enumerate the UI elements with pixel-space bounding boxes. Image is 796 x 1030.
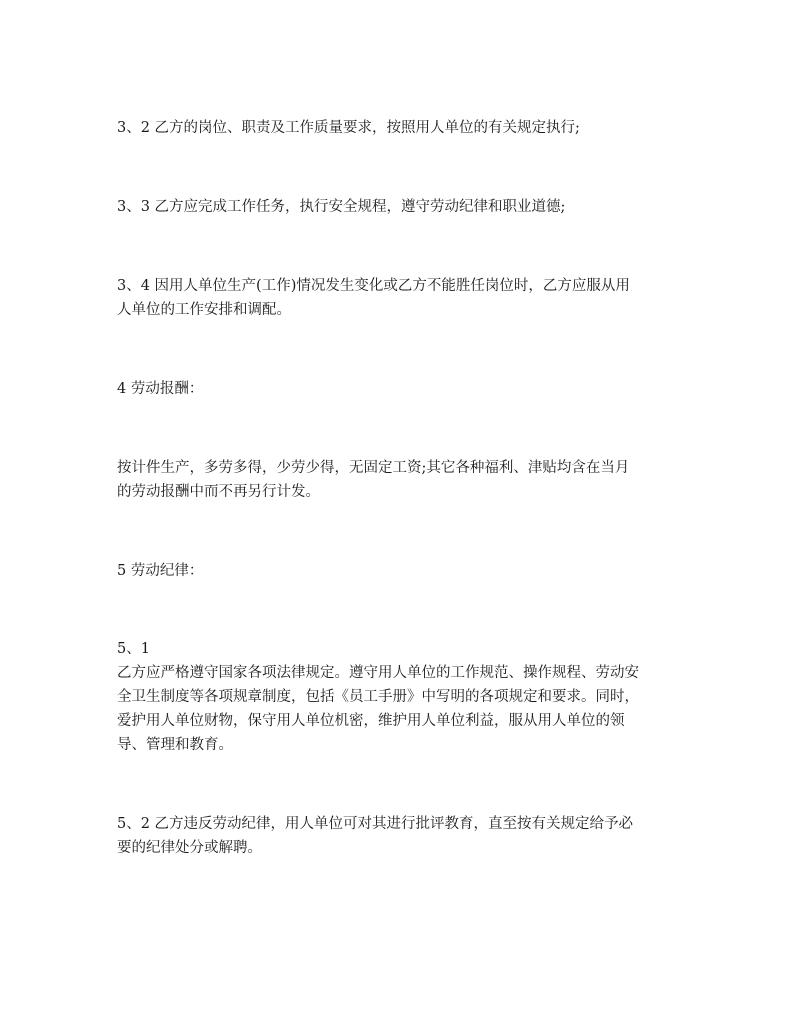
text-line: 按计件生产，多劳多得，少劳少得，无固定工资;其它各种福利、津贴均含在当月 (117, 460, 630, 476)
text-line: 3、3 乙方应完成工作任务，执行安全规程，遵守劳动纪律和职业道德; (117, 199, 566, 215)
text-line: 3、4 因用人单位生产(工作)情况发生变化或乙方不能胜任岗位时，乙方应服从用 (117, 278, 630, 294)
text-line: 导、管理和教育。 (117, 737, 233, 753)
clause-3-2 (117, 116, 687, 140)
text-line: 5、2 乙方违反劳动纪律，用人单位可对其进行批评教育，直至按有关规定给予必 (117, 816, 634, 832)
section-heading-discipline (117, 559, 687, 583)
clause-3-4 (117, 274, 687, 322)
remuneration-text (117, 456, 687, 504)
clause-5-2 (117, 812, 687, 860)
text-line: 全卫生制度等各项规章制度，包括《员工手册》中写明的各项规定和要求。同时， (117, 689, 639, 705)
section-heading-remuneration (117, 377, 687, 401)
text-line: 人单位的工作安排和调配。 (117, 302, 291, 318)
text-line: 要的纪律处分或解聘。 (117, 840, 262, 856)
clause-5-1 (117, 637, 687, 757)
text-line: 3、2 乙方的岗位、职责及工作质量要求，按照用人单位的有关规定执行; (117, 120, 580, 136)
text-line: 5 劳动纪律： (117, 563, 204, 579)
text-line: 5、1 (117, 641, 150, 657)
text-line: 乙方应严格遵守国家各项法律规定。遵守用人单位的工作规范、操作规程、劳动安 (117, 665, 639, 681)
clause-3-3 (117, 195, 687, 219)
text-line: 的劳动报酬中而不再另行计发。 (117, 484, 320, 500)
text-line: 4 劳动报酬： (117, 381, 204, 397)
text-line: 爱护用人单位财物，保守用人单位机密，维护用人单位利益，服从用人单位的领 (117, 713, 625, 729)
